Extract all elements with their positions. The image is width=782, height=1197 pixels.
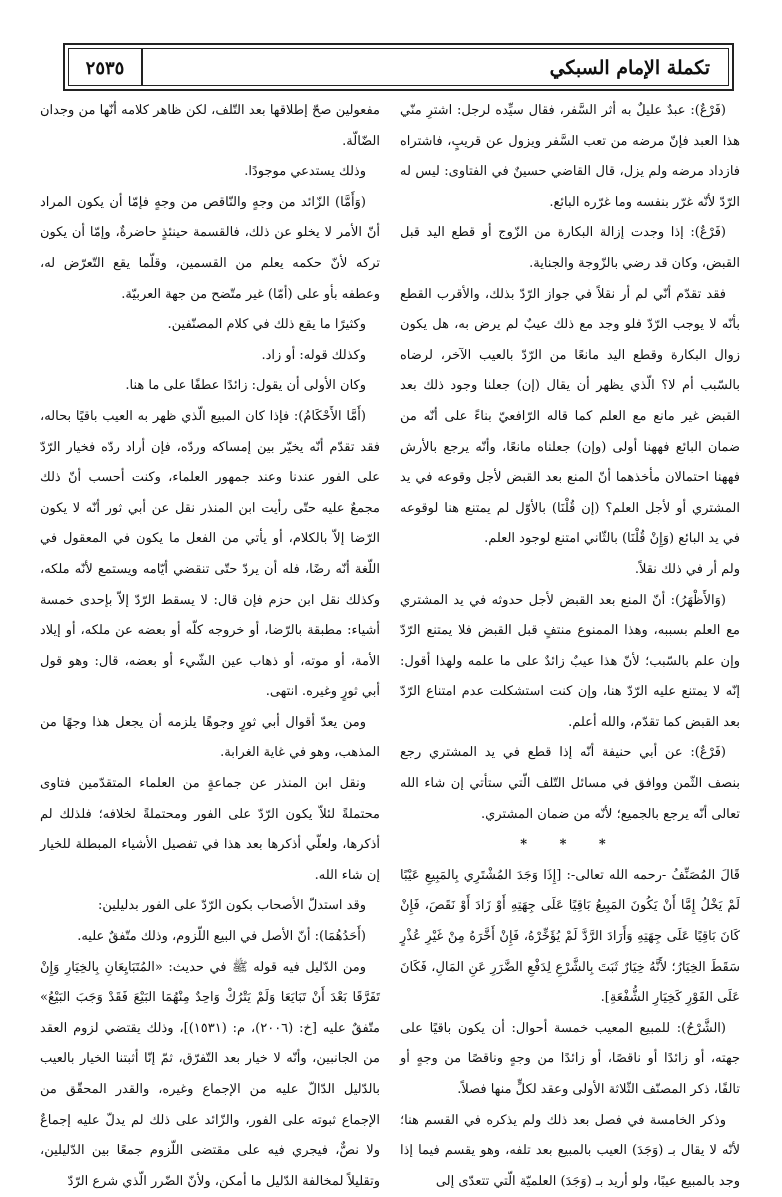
paragraph: فقد تقدّم أنّي لم أر نقلاً في جواز الرّدّ بذلك، والأقرب القطع بأنّه لا يوجب الرّدّ فلو وجد مع ذلك عيبٌ لم يرض به، هل يكون زوال البكارة وقطع اليد مانعًا من الرّدّ بالعيب الآخر، لرضاه بالسّبب أم لا؟ الّذي يظهر أن يقال (إن) جعلنا وجود ذلك بعد القبض غير مانع مع العلم كما قاله الرّافعيّ بناءً على أنّه من ضمان البائع فههنا أولى (وإن) جعلناه مانعًا، وأنّه يرجع بالأرش فههنا احتمالان مأخذهما أنّ المنع بعد القبض لأجل وقوعه في يد المشتري أو لأجل العلم؟ (إن قُلْنَا) بالأوّل لم يمتنع هنا لوقوعه في يد البائع (وَإِنْ قُلْنَا) بالثّاني امتنع لوجود العلم. [400,286,740,547]
paragraph: وكذلك قوله: أو زاد. [261,347,366,363]
paragraph: وكان الأولى أن يقول: زائدًا عطفًا على ما هنا. [125,378,366,394]
paragraph: ولم أر في ذلك نقلاً. [634,561,740,577]
section-separator-stars: * * * [520,837,620,853]
left-column [40,96,380,1189]
paragraph: (وَأَمَّا) الزّائد من وجهٍ والنّاقص من وجهٍ فإمّا أن يكون المراد أنّ الأمر لا يخلو عن ذلك، فالقسمة حينئذٍ حاضرةٌ، وإمّا أن يكون تركه لأنّ حكمه يعلم من القسمين، وقلّما يقع التّعرّض له، وعطفه بأو على (أمّا) غير متّضح من جهة العربيّة. [40,194,380,302]
paragraph: وذكر الخامسة في فصل بعد ذلك ولم يذكره في القسم هنا؛ لأنّه لا يقال بـ (وَجَدَ) العيب بالمبيع بعد تلفه، وهو يقسم فيما إذا وجد بالمبيع عيبًا، ولو أريد بـ (وَجَدَ) العلميّة الّتي تتعدّى إلى [400,1112,740,1189]
book-title: تكملة الإمام السبكي [549,57,710,79]
page-number: ٢٥٣٥ [85,58,125,79]
paragraph: ومن الدّليل فيه قوله ﷺ في حديث: «المُتَبَايِعَانِ بِالخِيَارِ وَإِنْ تَفَرَّقَا بَعْدَ أَنْ تَبَايَعَا وَلَمْ يَتْرُكْ وَاحِدٌ مِنْهُمَا البَيْعَ فَقَدْ وَجَبَ البَيْعُ» متّفقٌ عليه [خ: (٢٠٠٦)، م: (١٥٣١)]، وذلك يقتضي لزوم العقد من الجانبين، وأنّه لا خيار بعد التّفرّق، ثمّ إنّا أثبتنا الخيار بالعيب بالدّليل الدّالّ عليه من الإجماع وغيره، والقدر المحقّق من الإجماع ثبوته على الفور، والزّائد على ذلك لم يدلّ عليه إجماعٌ ولا نصٌّ، فيجري فيه على مقتضى اللّزوم جمعًا بين الدّليلين، وتقليلاً لمخالفة الدّليل ما أمكن، ولأنّ الضّرر الّذي شرع الرّدّ [40,959,380,1189]
paragraph: (أَحَدُهُمَا): أنّ الأصل في البيع اللّزوم، وذلك متّفقٌ عليه. [77,929,366,945]
paragraph: ونقل ابن المنذر عن جماعةٍ من العلماء المتقدّمين فتاوى محتملةً لئلاّ يكون الرّدّ على الفور ومحتملةً لخلافه؛ فلذلك لم أذكرها، ولعلّي أذكرها بعد هذا في تفصيل الأشياء المبطلة للخيار إن شاء الله. [40,776,380,883]
paragraph: وكثيرًا ما يقع ذلك في كلام المصنّفين. [167,317,366,333]
paragraph: ومن يعدّ أقوال أبي ثورٍ وجوهًا يلزمه أن يجعل هذا وجهًا من المذهب، وهو في غاية الغرابة. [40,714,380,761]
paragraph: (فَرْعٌ): عن أبي حنيفة أنّه إذا قطع في يد المشتري رجع بنصف الثّمن ووافق في مسائل التّلف الّتي ستأتي إن شاء الله تعالى أنّه يرجع بالجميع؛ لأنّه من ضمان المشتري. [400,745,740,822]
page-number-box [69,49,143,85]
right-column [400,96,740,1189]
paragraph: (أَمَّا الأَحْكَامُ): فإذا كان المبيع الّذي ظهر به العيب باقيًا بحاله، فقد تقدّم أنّه يخيّر بين إمساكه وردّه، فإن أراد ردّه فخيار الرّدّ على الفور عندنا وعند جمهور العلماء، وكنت أحسب أنّ ذلك مجمعٌ عليه حتّى رأيت ابن المنذر نقل عن أبي ثور أنّه لا يكون الرّضا إلاّ بالكلام، أو يأتي من الفعل ما يكون في المعقول في اللّغة أنّه رضًا، فله أن يردّ حتّى تنقضي أيّامه ويستمع لأنّه ملكه، وكذلك نقل ابن حزم فإن قال: لا يسقط الرّدّ إلاّ بإحدى خمسة أشياء: مطبقة بالرّضا، أو خروجه كلّه أو بعضه عن ملكه، أو إيلاد الأمة، أو موته، أو ذهاب عين الشّيء أو بعضه، قال: وهو قول أبي ثورٍ وغيره. انتهى. [40,408,380,700]
paragraph: (الشَّرْحُ): للمبيع المعيب خمسة أحوال: أن يكون باقيًا على جهته، أو زائدًا أو ناقصًا، أو زائدًا من وجهٍ وناقصًا من وجهٍ أو تالفًا، ذكر المصنّف الثّلاثة الأولى وعقد لكلٍّ منها فصلاً. [400,1020,740,1097]
paragraph: وقد استدلّ الأصحاب بكون الرّدّ على الفور بدليلين: [97,898,366,914]
paragraph: (وَالأَظْهَرُ): أنّ المنع بعد القبض لأجل حدوثه في يد المشتري مع العلم بسببه، وهذا الممنوع منتفٍ قبل القبض فلا يمتنع الرّدّ وإن علم بالسّبب؛ لأنّ هذا عيبٌ زائدٌ على ما علمه ولهذا أقول: إنّه لا يمتنع عليه الرّدّ هنا، وإن كنت استشكلت عدم امتناع الرّدّ بعد القبض كما تقدّم، والله أعلم. [400,592,740,730]
paragraph: وذلك يستدعي موجودًا. [244,164,366,180]
paragraph: (فَرْعٌ): إذا وجدت إزالة البكارة من الزّوج أو قطع اليد قبل القبض، وكان قد رضي بالزّوجة والجناية. [400,225,740,271]
paragraph: مفعولين صحّ إطلاقها بعد التّلف، لكن ظاهر كلامه أنّها من وجدان الضّالّة. [40,103,380,149]
paragraph: (فَرْعٌ): عبدٌ عليلٌ به أثر السَّفر، فقال سيِّده لرجل: اشترِ منّي هذا العبد فإنّ مرضه من تعب السَّفر ويزول عن قريبٍ، فاشتراه فازداد مرضه ولم يزل، قال القاضي حسينٌ في الفتاوى: ليس له الرّدّ لأنّه غرّر بنفسه وما غرّره البائع. [400,103,740,210]
header-inner-frame [68,48,729,86]
page-header [63,43,734,91]
author-text-quote: قَالَ المُصَنِّفُ -رحمه الله تعالى-: [إِذَا وَجَدَ المُشْتَرِي بِالمَبِيعِ عَيْبًا لَمْ يَخْلُ إِمَّا أَنْ يَكُونَ المَبِيعُ بَاقِيًا عَلَى جِهَتِهِ أَوْ زَادَ أَوْ نَقَصَ، فَإِنْ كَانَ بَاقِيًا عَلَى جِهَتِهِ وَأَرَادَ الرَّدَّ لَمْ يُؤَخِّرْهُ، فَإِنْ أَخَّرَهُ مِنْ غَيْرِ عُذْرٍ سَقَطَ الخِيَارُ؛ لأَنَّهُ خِيَارٌ ثَبَتَ بِالشَّرْعِ لِدَفْعِ الضَّرَرِ عَنِ المَالِ، فَكَانَ عَلَى الفَوْرِ كَخِيَارِ الشُّفْعَةِ]. [400,867,740,1006]
